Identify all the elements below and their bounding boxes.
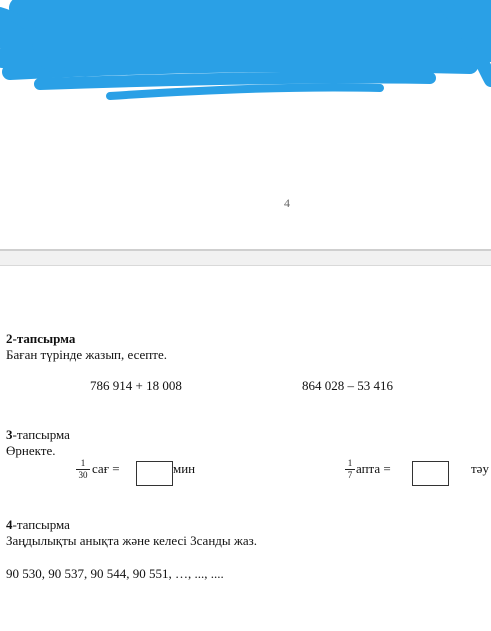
fraction-1-denominator: 30 xyxy=(78,470,88,480)
task3-unit-2-after: тәу xyxy=(471,461,489,476)
page-break-bottom xyxy=(0,265,491,266)
task3-instruction: Өрнекте. xyxy=(6,443,56,458)
task3-title-rest: -тапсырма xyxy=(12,427,70,442)
answer-box-1[interactable] xyxy=(136,461,173,486)
task2-expression-1: 786 914 + 18 008 xyxy=(90,378,182,393)
hidden-text-line-1: 450 000 xyxy=(145,0,188,11)
task4-sequence: 90 530, 90 537, 90 544, 90 551, …, ..., .... xyxy=(6,566,224,581)
task4-title-bold: 4 xyxy=(6,517,13,532)
task3-title-bold: 3 xyxy=(6,427,13,442)
task2-title xyxy=(6,331,75,347)
hidden-text-line-2: b) Кіш xyxy=(38,22,75,37)
hidden-text-line-3: c) Үлкен сан xyxy=(38,46,108,61)
task2-instruction: Баған түрінде жазып, есепте. xyxy=(6,347,167,362)
fraction-1-numerator: 1 xyxy=(80,458,86,468)
task2-title-bold: 2-тапсырма xyxy=(6,331,76,346)
fraction-2-numerator: 1 xyxy=(347,458,353,468)
scribble-overlay xyxy=(0,0,491,110)
answer-box-2[interactable] xyxy=(412,461,449,486)
fraction-1 xyxy=(76,459,90,480)
fraction-2-denominator: 7 xyxy=(347,470,353,480)
task4-title xyxy=(6,517,70,533)
task2-expression-2: 864 028 – 53 416 xyxy=(302,378,393,393)
page-break-gap xyxy=(0,251,491,265)
task3-unit-2: апта = xyxy=(356,461,391,476)
fraction-2 xyxy=(345,459,355,480)
page-number: 4 xyxy=(284,196,290,210)
task4-title-rest: -тапсырма xyxy=(12,517,70,532)
task4-instruction: Заңдылықты анықта және келесі 3санды жаз. xyxy=(6,533,258,548)
task3-unit-1-after: мин xyxy=(173,461,196,476)
task3-unit-1: сағ = xyxy=(92,461,120,476)
task3-title xyxy=(6,427,70,443)
